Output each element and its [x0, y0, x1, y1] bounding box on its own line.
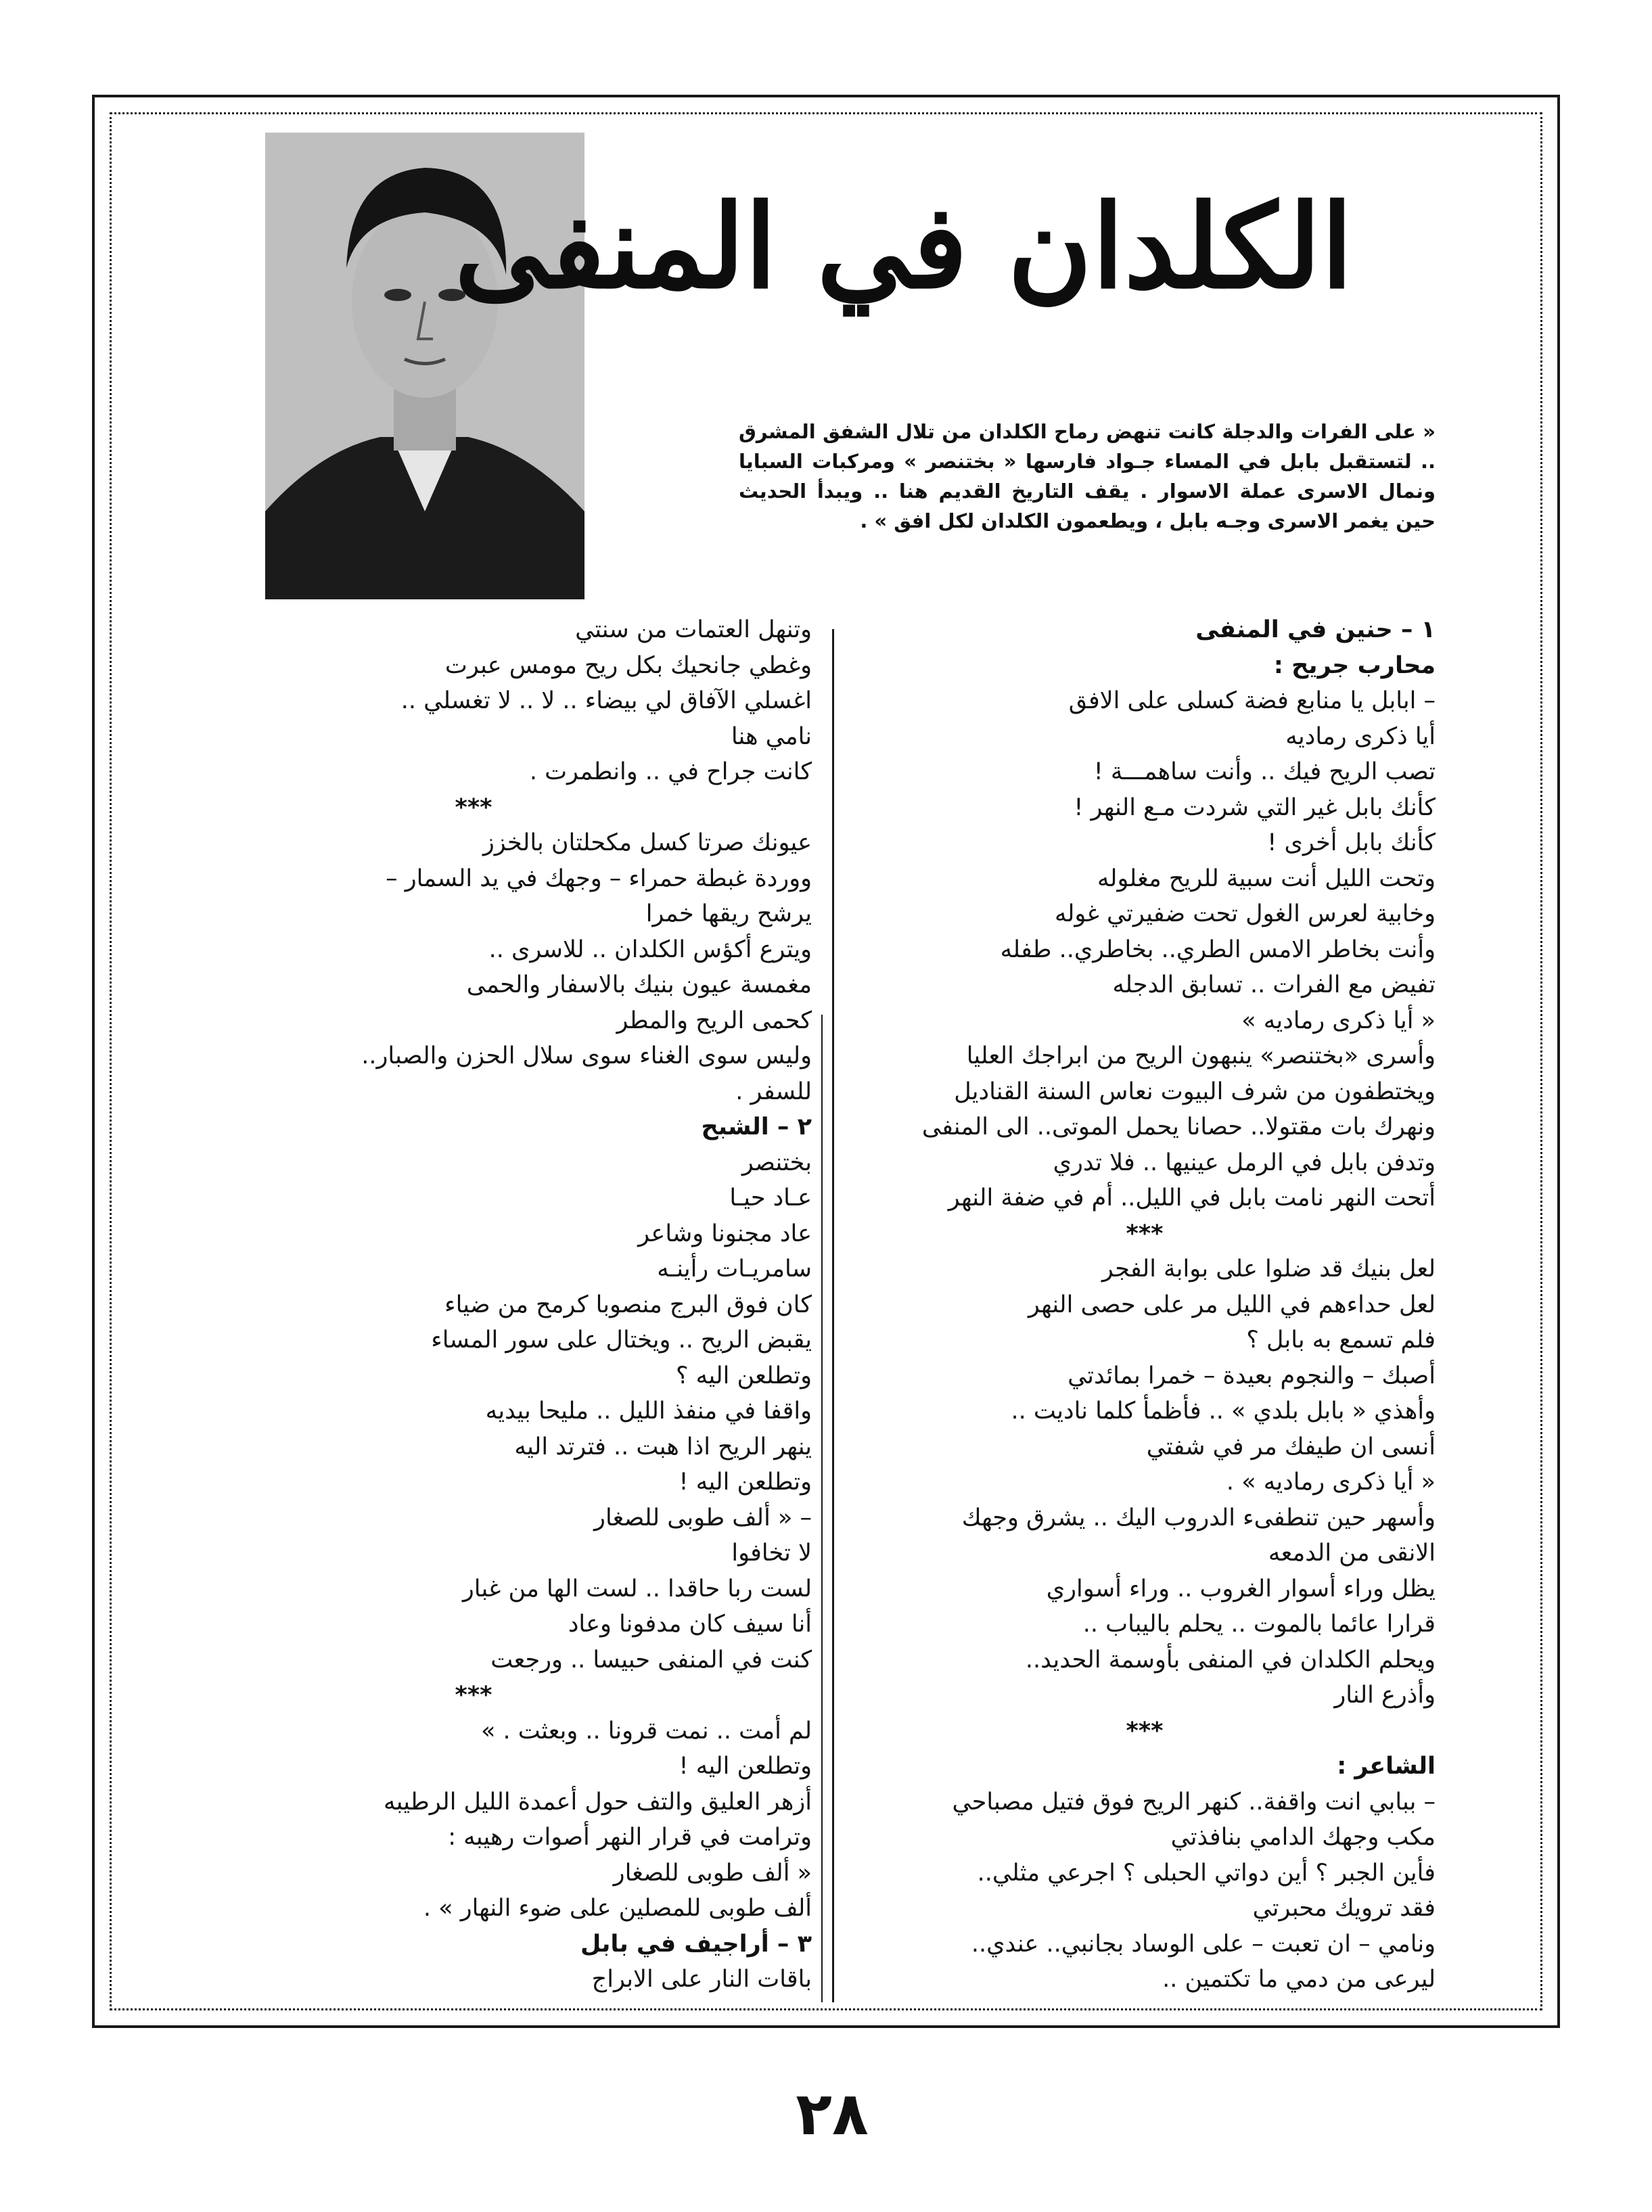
poem-line: ويحلم الكلدان في المنفى بأوسمة الحديد.. [1025, 1646, 1436, 1674]
poem-line: تفيض مع الفرات .. تسابق الدجله [1112, 971, 1436, 998]
section-heading: ٢ – الشبح [701, 1113, 812, 1140]
poem-line: لعل بنيك قد ضلوا على بوابة الفجر [1101, 1255, 1436, 1283]
poem-line: واقفا في منفذ الليل .. مليحا بيديه [485, 1398, 812, 1425]
poem-line: – « ألف طوبى للصغار [594, 1504, 812, 1531]
poem-line: وأذرع النار [1334, 1682, 1436, 1709]
poem-line: كأنك بابل أخرى ! [1267, 829, 1436, 856]
poem-line: وتطلعن اليه ؟ [675, 1362, 812, 1389]
poem-line: وتنهل العتمات من سنتي [575, 616, 812, 643]
poem-line: كانت جراح في .. وانطمرت . [529, 758, 812, 785]
poem-line: قرارا عائما بالموت .. يحلم باليباب .. [1082, 1611, 1436, 1638]
poem-line: الانقى من الدمعه [1268, 1540, 1436, 1567]
poem-line: ألف طوبى للمصلين على ضوء النهار » . [423, 1895, 812, 1922]
poem-line: « ألف طوبى للصغار [613, 1859, 812, 1887]
poem-line: يقبض الريح .. ويختال على سور المساء [431, 1327, 812, 1354]
poem-line: لا تخافوا [731, 1540, 812, 1567]
poem-column-left [135, 612, 812, 2019]
poem-line: وغطي جانحيك بكل ريح مومس عبرت [444, 651, 812, 679]
page-number: ٢٨ [796, 2079, 869, 2148]
poem-line: يظل وراء أسوار الغروب .. وراء أسواري [1046, 1575, 1436, 1603]
poem-line: لست ربا حاقدا .. لست الها من غبار [462, 1575, 812, 1603]
poem-line: وأسرى «بختنصر» ينبهون الريح من ابراجك العليا [966, 1042, 1436, 1069]
column-divider [832, 629, 834, 2002]
poem-line: ووردة غبطة حمراء – وجهك في يد السمار – [386, 865, 812, 892]
poem-line: فأين الجبر ؟ أين دواتي الحبلى ؟ اجرعي مثلي.. [977, 1859, 1436, 1887]
poem-line: عاد مجنونا وشاعر [638, 1220, 812, 1247]
poem-line: كنت في المنفى حبيسا .. ورجعت [490, 1646, 812, 1674]
poem-line: وتطلعن اليه ! [679, 1753, 812, 1780]
article-intro: « على الفرات والدجلة كانت تنهض رماح الكلدان من تلال الشفق المشرق .. لتستقبل بابل في المساء جـواد فارسها « بختنصر » ومركبات السبايا ونمال الاسرى عملة الاسوار . يقف التاريخ القديم هنا .. ويبدأ الحديث حين يغمر الاسرى وجـه بابل ، ويطعمون الكلدان لكل افق » . [739, 420, 1436, 532]
poem-line: – ببابي انت واقفة.. كنهر الريح فوق فتيل مصباحي [952, 1788, 1436, 1816]
poem-line: وأهذي « بابل بلدي » .. فأظمأ كلما ناديت .. [1011, 1398, 1436, 1425]
section-heading: ٣ – أراجيف في بابل [580, 1930, 812, 1958]
poem-line: « أيا ذكرى رماديه » [1241, 1007, 1436, 1034]
poem-line: وترامت في قرار النهر أصوات رهيبه : [448, 1824, 812, 1851]
poem-line: عيونك صرتا كسل مكحلتان بالخزز [482, 829, 812, 856]
poem-line: وتطلعن اليه ! [679, 1469, 812, 1496]
stanza-separator: *** [1126, 1220, 1164, 1247]
stanza-separator: *** [455, 1682, 492, 1709]
poem-line: وأسهر حين تنطفىء الدروب اليك .. يشرق وجهك [961, 1504, 1436, 1531]
poem-line: وخابية لعرس الغول تحت ضفيرتي غوله [1055, 900, 1436, 927]
poem-line: أتحت النهر نامت بابل في الليل.. أم في ضفة النهر [948, 1184, 1436, 1212]
poem-line: أصبك – والنجوم بعيدة – خمرا بمائدتي [1068, 1362, 1436, 1389]
speaker-label: الشاعر : [1337, 1753, 1436, 1780]
poem-line: اغسلي الآفاق لي بيضاء .. لا .. لا تغسلي .. [400, 687, 812, 714]
poem-line: ويختطفون من شرف البيوت نعاس السنة القناديل [954, 1078, 1436, 1105]
poem-line: نامي هنا [731, 722, 812, 750]
poem-column-right [854, 612, 1436, 2019]
poem-line: كحمى الريح والمطر [616, 1007, 812, 1034]
article-title: الكلدان في المنفى [454, 179, 1353, 315]
poem-line: كأنك بابل غير التي شردت مـع النهر ! [1074, 793, 1436, 821]
poem-line: مكب وجهك الدامي بنافذتي [1170, 1824, 1436, 1851]
poem-line: كان فوق البرج منصوبا كرمح من ضياء [444, 1291, 812, 1318]
column-divider-inner [821, 1015, 823, 2002]
section-heading: ١ – حنين في المنفى [1195, 616, 1436, 643]
poem-line: ليرعى من دمي ما تكتمين .. [1162, 1966, 1436, 1993]
poem-line: سامريـات رأينـه [657, 1255, 812, 1283]
poem-line: يرشح ريقها خمرا [645, 900, 812, 927]
poem-line: ونامي – ان تعبت – على الوساد بجانبي.. عندي.. [971, 1930, 1436, 1958]
poem-line: وليس سوى الغناء سوى سلال الحزن والصبار.. [361, 1042, 812, 1069]
poem-line: ينهر الريح اذا هبت .. فترتد اليه [514, 1433, 812, 1460]
poem-line: لم أمت .. نمت قرونا .. وبعثت . » [481, 1717, 812, 1745]
poem-line: فقد ترويك محبرتي [1252, 1895, 1436, 1922]
poem-line: بختنصر [741, 1149, 812, 1176]
stanza-separator: *** [455, 793, 492, 821]
poem-line: باقات النار على الابراج [591, 1966, 812, 1993]
poem-line: عـاد حيـا [729, 1184, 812, 1212]
poem-line: أنسى ان طيفك مر في شفتي [1146, 1433, 1436, 1460]
poem-line: أزهر العليق والتف حول أعمدة الليل الرطيبه [383, 1788, 812, 1816]
stanza-separator: *** [1126, 1717, 1164, 1745]
poem-line: لعل حداءهم في الليل مر على حصى النهر [1028, 1291, 1436, 1318]
poem-line: وتدفن بابل في الرمل عينيها .. فلا تدري [1053, 1149, 1436, 1176]
poem-line: وتحت الليل أنت سبية للريح مغلوله [1097, 865, 1436, 892]
poem-line: « أيا ذكرى رماديه » . [1226, 1469, 1436, 1496]
speaker-label: محارب جريح : [1273, 651, 1436, 679]
poem-line: مغمسة عيون بنيك بالاسفار والحمى [466, 971, 812, 998]
poem-line: أنا سيف كان مدفونا وعاد [568, 1611, 812, 1638]
poem-line: للسفر . [735, 1078, 812, 1105]
poem-line: ونهرك بات مقتولا.. حصانا يحمل الموتى.. الى المنفى [921, 1113, 1436, 1140]
poem-line: أيا ذكرى رماديه [1285, 722, 1436, 750]
poem-line: تصب الريح فيك .. وأنت ساهمـــة ! [1093, 758, 1436, 785]
poem-line: وأنت بخاطر الامس الطري.. بخاطري.. طفله [1000, 936, 1436, 963]
poem-line: ويترع أكؤس الكلدان .. للاسرى .. [488, 936, 812, 963]
poem-line: فلم تسمع به بابل ؟ [1246, 1327, 1436, 1354]
poem-line: – ابابل يا منابع فضة كسلى على الافق [1068, 687, 1436, 714]
